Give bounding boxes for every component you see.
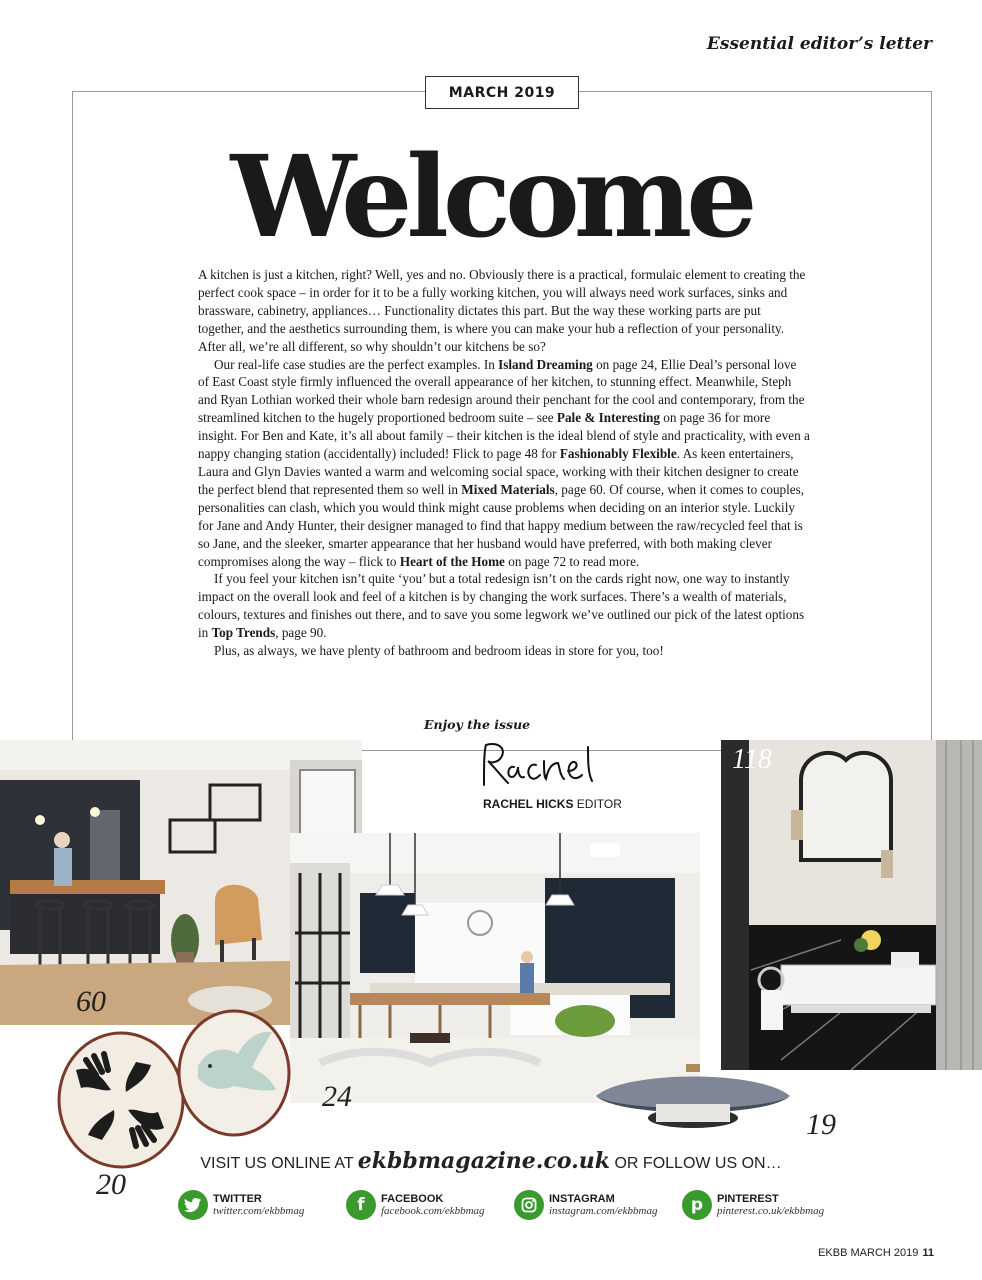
editor-signature	[478, 737, 608, 793]
feature-link-top-trends: Top Trends	[211, 625, 276, 641]
letter-paragraph-3: If you feel your kitchen isn’t quite ‘you’ but a total redesign isn’t on the cards right now, one way to instantly impact on the overall look and feel of a kitchen is by changing the work surfaces. There’s a wealth of materials, colours, textures and finishes out there, and to save you some legwork we’ve outlined our pick of the latest options in Top Trends, page 90.	[198, 571, 805, 641]
social-instagram[interactable]: INSTAGRAM instagram.com/ekbbmag	[514, 1190, 682, 1220]
visit-online-line: VISIT US ONLINE AT ekbbmagazine.co.uk OR FOLLOW US ON…	[200, 1148, 782, 1174]
feature-link-heart-of-home: Heart of the Home	[399, 553, 505, 569]
page-number: 11	[922, 1247, 934, 1259]
social-pinterest[interactable]: p PINTEREST pinterest.co.uk/ekbbmag	[682, 1190, 850, 1220]
facebook-handle[interactable]: facebook.com/ekbbmag	[381, 1205, 485, 1217]
pinterest-icon: p	[682, 1190, 712, 1220]
bird-plate-image	[176, 1008, 292, 1138]
page-ref-20: 20	[96, 1168, 126, 1201]
letter-paragraph-1: A kitchen is just a kitchen, right? Well, yes and no. Obviously there is a practical, formulaic element to creating the perfect cook space – in order for it to be a fully working kitchen, you will always need work surfaces, sinks and brassware, cabinetry, appliances… Functionality dictates this part. But the way these working parts are put together, and the aesthetics surrounding them, is where you can make your hub a reflection of your personality. After all, we’re all different, so why shouldn’t our kitchens be so?	[198, 267, 806, 354]
social-links	[178, 1190, 858, 1220]
page-title: Welcome	[230, 132, 752, 263]
page-ref-19: 19	[806, 1108, 836, 1141]
pinterest-handle[interactable]: pinterest.co.uk/ekbbmag	[717, 1205, 825, 1217]
bathroom-photo	[721, 740, 982, 1070]
feature-link-pale-interesting: Pale & Interesting	[556, 410, 660, 426]
issue-date-badge: MARCH 2019	[425, 76, 579, 109]
facebook-icon: f	[346, 1190, 376, 1220]
twitter-icon	[178, 1190, 208, 1220]
page-ref-24: 24	[322, 1080, 352, 1113]
page-ref-118: 118	[732, 744, 772, 775]
editor-letter-body	[198, 266, 810, 660]
twitter-handle[interactable]: twitter.com/ekbbmag	[213, 1205, 305, 1217]
feature-link-mixed-materials: Mixed Materials	[461, 481, 555, 497]
page-folio: EKBB MARCH 2019 11	[818, 1247, 934, 1259]
instagram-handle[interactable]: instagram.com/ekbbmag	[549, 1205, 658, 1217]
feature-link-fashionably-flexible: Fashionably Flexible	[559, 446, 677, 462]
feature-link-island-dreaming: Island Dreaming	[498, 356, 593, 372]
lampshade-image	[586, 1060, 800, 1138]
instagram-icon	[514, 1190, 544, 1220]
social-facebook[interactable]: f FACEBOOK facebook.com/ekbbmag	[346, 1190, 514, 1220]
page-ref-60: 60	[76, 985, 106, 1018]
section-label: Essential editor’s letter	[706, 34, 932, 54]
signoff: Enjoy the issue	[424, 717, 531, 732]
letter-paragraph-4: Plus, as always, we have plenty of bathroom and bedroom ideas in store for you, too!	[214, 643, 664, 659]
editor-credit: RACHEL HICKS EDITOR	[483, 797, 622, 811]
letter-paragraph-2: Our real-life case studies are the perfect examples. In Island Dreaming on page 24, Ellie Deal’s personal love of East Coast style firmly influenced the overall appearance of her kitchen, to stunning effect. Meanwhile, Steph and Ryan Lothian worked their whole barn redesign around their penchant for the cool and contemporary, from the streamlined kitchen to the hugely proportioned bedroom suite – see Pale & Interesting on page 36 for more insight. For Ben and Kate, it’s all about family – their kitchen is the ideal blend of style and practicality, with even a nappy changing station (accidentally) included! Flick to page 48 for Fashionably Flexible. As keen entertainers, Laura and Glyn Davies wanted a warm and welcoming social space, working with their kitchen designer to create the perfect blend that represented them so well in Mixed Materials, page 60. Of course, when it comes to couples, personalities can clash, which you would think might cause problems when deciding on an interior style. Luckily for Jane and Andy Hunter, their designer managed to find that happy medium between the raw/recycled feel that is so Jane, and the sleeker, smarter appearance that her husband would have preferred, with both making clever compromises along the way – flick to Heart of the Home on page 72 to read more.	[198, 356, 810, 569]
website-link[interactable]: ekbbmagazine.co.uk	[357, 1148, 611, 1174]
social-twitter[interactable]: TWITTER twitter.com/ekbbmag	[178, 1190, 346, 1220]
